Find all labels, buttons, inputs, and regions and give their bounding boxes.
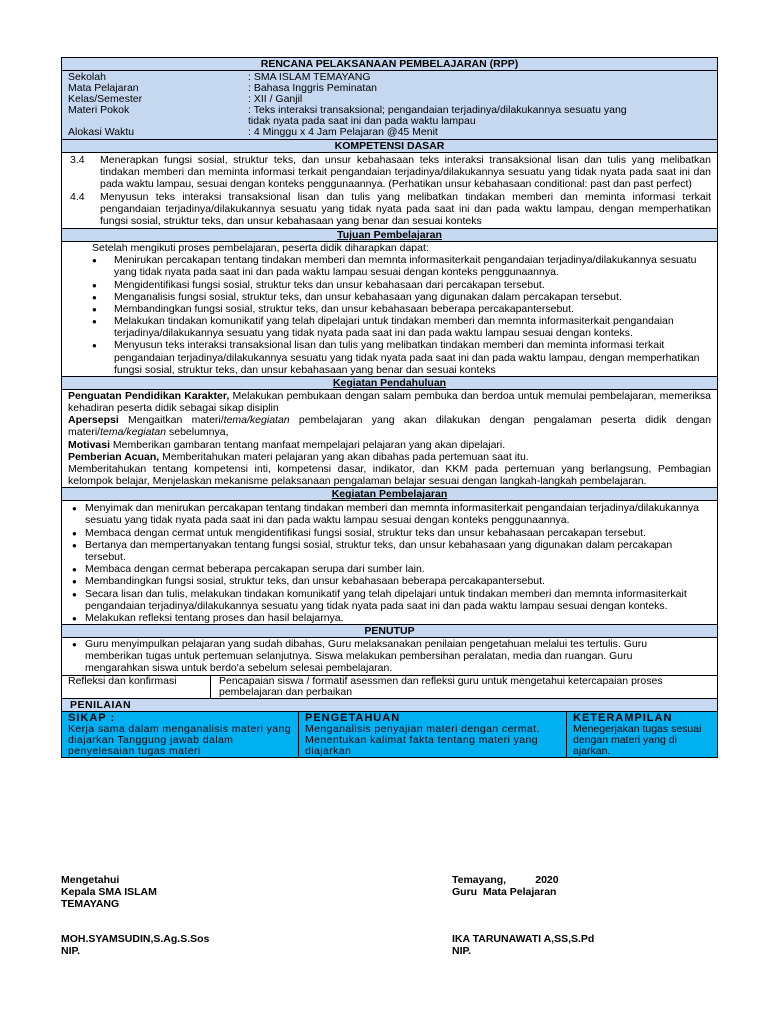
penutup-section xyxy=(61,638,718,676)
list-item: ● Mengidentifikasi fungsi sosial, struktur teks dan unsur kebahasaan dari percakapan tersebut. xyxy=(92,279,709,291)
identity-section xyxy=(61,71,718,140)
document-title: RENCANA PELAKSANAAN PEMBELAJARAN (RPP) xyxy=(61,57,718,71)
list-item: ● Membaca dengan cermat untuk mengidentifikasi fungsi sosial, struktur teks dan unsur kebahasaan percakapan tersebut. xyxy=(72,527,711,539)
list-item: ● Membandingkan fungsi sosial, struktur teks, dan unsur kebahasaan beberapa percakapantersebut. xyxy=(72,575,711,587)
tujuan-section xyxy=(61,242,718,377)
headmaster-nip: NIP. xyxy=(61,945,81,957)
signature-left-line1: Mengetahui xyxy=(61,874,120,886)
identity-label: Alokasi Waktu xyxy=(68,126,135,138)
kompetensi-section xyxy=(61,153,718,229)
identity-value: : 4 Minggu x 4 Jam Pelajaran @45 Menit xyxy=(248,126,438,138)
list-item: ● Secara lisan dan tulis, melakukan tindakan komunikatif yang telah dipelajari untuk tindakan memberi dan memnta informasiterkait pengandaian terjadinya/dilakukannya sesuatu yang tidak nyata pada saat ini dan pada waktu lampau sesuai dengan konteks. xyxy=(72,588,711,612)
identity-value: : SMA ISLAM TEMAYANG xyxy=(248,71,371,83)
signature-left-line3: TEMAYANG xyxy=(61,898,120,910)
pendahuluan-text: Mengaitkan materi/ xyxy=(118,414,224,427)
penilaian-keterampilan-text: Menegerjakan tugas sesuai dengan materi yang di ajarkan. xyxy=(573,722,702,757)
identity-value: : XII / Ganjil xyxy=(248,93,303,105)
pendahuluan-bold: Apersepsi xyxy=(68,414,119,427)
identity-value: : Bahasa Inggris Peminatan xyxy=(248,82,377,94)
pembelajaran-heading: Kegiatan Pembelajaran xyxy=(61,488,718,501)
pendahuluan-paragraph xyxy=(62,439,717,451)
identity-row-topic xyxy=(62,105,717,127)
signature-right-name-block xyxy=(452,933,594,957)
kompetensi-item xyxy=(62,154,717,191)
identity-label: Materi Pokok xyxy=(68,104,130,116)
penilaian-pengetahuan-title: PENGETAHUAN xyxy=(305,711,401,724)
pendahuluan-text: Melakukan pembukaan dengan salam pembuka dan berdoa untuk memulai pembelajaran, memeriksa kehadiran peserta didik sebagai sikap disiplin xyxy=(68,389,711,415)
pendahuluan-italic: tema/kegiatan xyxy=(100,426,167,439)
tujuan-list xyxy=(62,254,717,376)
penilaian-keterampilan-title: KETERAMPILAN xyxy=(573,711,673,724)
penilaian-pengetahuan xyxy=(299,712,567,757)
pendahuluan-paragraph xyxy=(62,390,717,414)
identity-row-school xyxy=(62,72,717,83)
list-item: ● Menyimak dan menirukan percakapan tentang tindakan memberi dan memnta informasiterkait pengandaian terjadinya/dilakukannya sesuatu yang tidak nyata pada saat ini dan pada waktu lampau sesuai dengan konteks penggunaannya. xyxy=(72,502,711,526)
identity-row-subject xyxy=(62,83,717,94)
pendahuluan-bold: Pemberian Acuan, xyxy=(68,450,160,463)
rpp-document xyxy=(61,57,718,758)
refleksi-text: Pencapaian siswa / formatif asessmen dan refleksi guru untuk mengetahui ketercapaian proses pembelajaran dan perbaikan xyxy=(219,674,663,698)
pendahuluan-text: pembelajaran yang akan dilakukan dengan pengalaman peserta didik dengan materi/ xyxy=(68,414,711,439)
pendahuluan-text: Memberitahukan materi pelajaran yang akan dibahas pada pertemuan saat itu. xyxy=(159,450,529,463)
signature-left xyxy=(61,874,157,910)
identity-label: Sekolah xyxy=(68,71,106,83)
refleksi-label: Refleksi dan konfirmasi xyxy=(62,676,211,698)
signature-left-line2: Kepala SMA ISLAM xyxy=(61,886,157,898)
kompetensi-number: 4.4 xyxy=(70,190,85,203)
list-item: ● Melakukan refleksi tentang proses dan hasil belajarnya. xyxy=(72,612,711,624)
kompetensi-text: Menyusun teks interaksi transaksional lisan dan tulis yang melibatkan tindakan memberi dan meminta informasi terkait pengandaian terjadinya/dilakukannya sesuatu yang tidak nyata pada saat ini dan pada waktu lampau, dengan memperhatikan fungsi sosial, struktur teks, dan unsur kebahasaan yang benar dan sesuai konteks xyxy=(100,190,711,227)
penutup-heading: PENUTUP xyxy=(61,625,718,638)
penilaian-keterampilan xyxy=(567,712,717,757)
penilaian-heading: PENILAIAN xyxy=(61,699,718,712)
penilaian-grid xyxy=(61,712,718,758)
pembelajaran-list xyxy=(62,502,717,624)
pendahuluan-paragraph xyxy=(62,451,717,463)
pendahuluan-italic: tema/kegiatan xyxy=(223,414,290,427)
penutup-list xyxy=(62,638,717,675)
headmaster-name: MOH.SYAMSUDIN,S.Ag.S.Sos xyxy=(61,933,210,945)
identity-value: : Teks interaksi transaksional; pengandaian terjadinya/dilakukannya sesuatu yang tidak nyata pada saat ini dan pada waktu lampau xyxy=(248,104,627,127)
pendahuluan-bold: Penguatan Pendidikan Karakter, xyxy=(68,389,230,402)
tujuan-heading: Tujuan Pembelajaran xyxy=(61,229,718,242)
tujuan-intro: Setelah mengikuti proses pembelajaran, peserta didik diharapkan dapat: xyxy=(92,242,429,255)
signature-right-line2: Guru Mata Pelajaran xyxy=(452,886,557,898)
kompetensi-item xyxy=(62,191,717,228)
pendahuluan-bold: Motivasi xyxy=(68,438,111,451)
list-item: ● Guru menyimpulkan pelajaran yang sudah dibahas, Guru melaksanakan penilaian pengetahuan melalui tes tertulis. Guru memberikan tugas untuk pertemuan selanjutnya. Siswa melakukan pembersihan peralatan, media dan ruangan. Guru mengarahkan siswa untuk berdo'a sebelum selesai pembelajaran. xyxy=(72,638,711,675)
list-item: ● Membandingkan fungsi sosial, struktur teks, dan unsur kebahasaan beberapa percakapantersebut. xyxy=(92,303,709,315)
signature-left-name-block xyxy=(61,933,209,957)
pembelajaran-section xyxy=(61,501,718,625)
penilaian-pengetahuan-text: Menganalisis penyajian materi dengan cermat. xyxy=(305,722,540,735)
list-item: ● Melakukan tindakan komunikatif yang telah dipelajari untuk tindakan memberi dan memnta informasiterkait pengandaian terjadinya/dilakukannya sesuatu yang tidak nyata pada saat ini dan pada waktu lampau sesuai dengan konteks. xyxy=(92,315,709,339)
signature-right-line1: Temayang, 2020 xyxy=(452,874,559,886)
pendahuluan-paragraph: Memberitahukan tentang kompetensi inti, kompetensi dasar, indikator, dan KKM pada pertemuan yang berlangsung, Pembagian kelompok belajar, Menjelaskan mekanisme pelaksanaan pengalaman belajar sesuai dengan langkah-langkah pembelajaran. xyxy=(68,462,711,488)
penilaian-sikap-title: SIKAP : xyxy=(68,711,116,724)
list-item: ● Bertanya dan mempertanyakan tentang fungsi sosial, struktur teks, dan unsur kebahasaan yang digunakan dalam percakapan tersebut. xyxy=(72,539,711,563)
pendahuluan-section xyxy=(61,390,718,488)
penilaian-pengetahuan-text: Menentukan kalimat fakta tentang materi yang diajarkan xyxy=(305,733,538,757)
list-item: ● Menyusun teks interaksi transaksional lisan dan tulis yang melibatkan tindakan memberi dan meminta informasi terkait pengandaian terjadinya/dilakukannya sesuatu yang tidak nyata pada saat ini dan pada waktu lampau, dengan memperhatikan fungsi sosial, struktur teks, dan unsur kebahasaan yang benar dan sesuai konteks xyxy=(92,339,709,376)
signature-right xyxy=(452,874,559,898)
teacher-nip: NIP. xyxy=(452,945,472,957)
identity-label: Mata Pelajaran xyxy=(68,82,139,94)
teacher-name: IKA TARUNAWATI A,SS,S.Pd xyxy=(452,933,595,945)
pendahuluan-heading: Kegiatan Pendahuluan xyxy=(61,377,718,390)
pendahuluan-paragraph xyxy=(62,414,717,438)
pendahuluan-text: Memberikan gambaran tentang manfaat mempelajari pelajaran yang akan dipelajari. xyxy=(110,438,506,451)
kompetensi-number: 3.4 xyxy=(70,154,85,166)
penilaian-sikap xyxy=(62,712,299,757)
kompetensi-text: Menerapkan fungsi sosial, struktur teks, dan unsur kebahasaan teks interaksi transaksional lisan dan tulis yang melibatkan tindakan memberi dan meminta informasi terkait pengandaian terjadinya/dilakukannya sesuatu yang tidak nyata pada saat ini dan pada waktu lampau, sesuai dengan konteks penggunaannya. (Perhatikan unsur kebahasaan conditional: past dan past perfect) xyxy=(100,154,711,191)
list-item: ● Menganalisis fungsi sosial, struktur teks, dan unsur kebahasaan yang digunakan dalam percakapan tersebut. xyxy=(92,291,709,303)
identity-row-time xyxy=(62,127,717,138)
pendahuluan-text: sebelumnya, xyxy=(166,426,229,439)
penilaian-sikap-text: Kerja sama dalam menganalisis materi yang diajarkan Tanggung jawab dalam penyelesaian tugas materi xyxy=(68,722,291,757)
kompetensi-heading: KOMPETENSI DASAR xyxy=(61,140,718,153)
identity-label: Kelas/Semester xyxy=(68,93,143,105)
refleksi-row xyxy=(61,676,718,699)
list-item: ● Menirukan percakapan tentang tindakan memberi dan memnta informasiterkait pengandaian terjadinya/dilakukannya sesuatu yang tidak nyata pada saat ini dan pada waktu lampau sesuai dengan konteks penggunaannya. xyxy=(92,254,709,278)
list-item: ● Membaca dengan cermat beberapa percakapan serupa dari sumber lain. xyxy=(72,563,711,575)
